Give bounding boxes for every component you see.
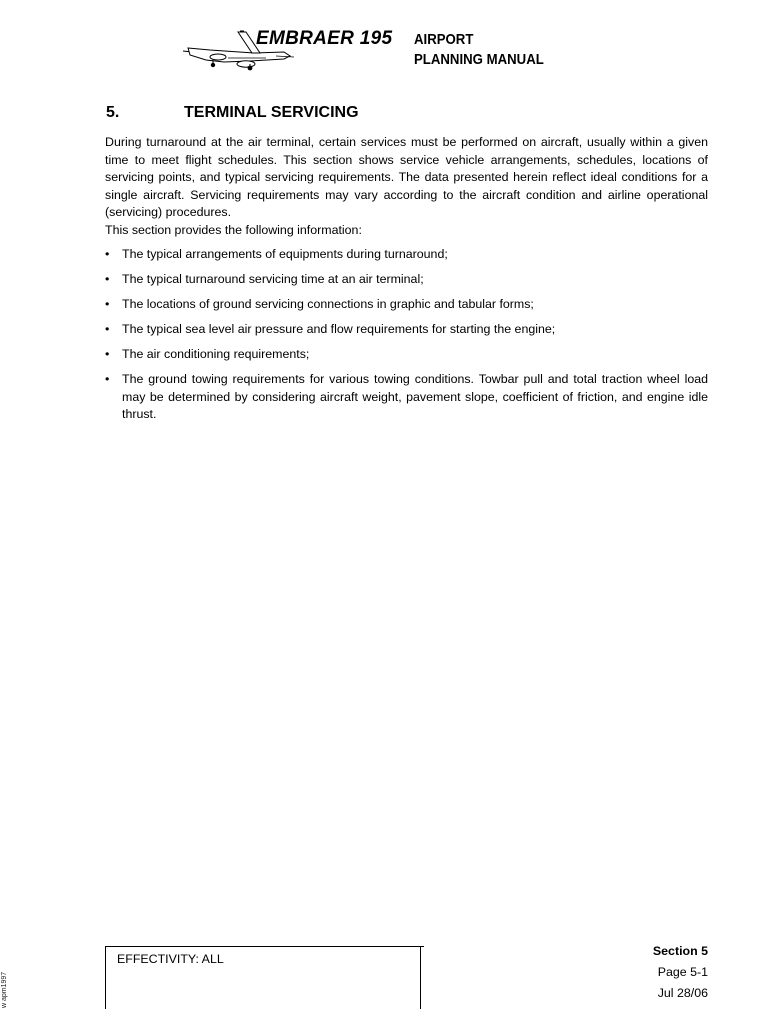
page-header (180, 28, 600, 76)
list-item: • The ground towing requirements for various towing conditions. Towbar pull and total traction wheel load may be determined by considering aircraft weight, pavement slope, coefficient of friction, and engine idle thrust. (105, 371, 708, 424)
page-number: Page 5-1 (657, 965, 708, 979)
document-title-line1: AIRPORT (414, 31, 474, 48)
list-item: • The locations of ground servicing connections in graphic and tabular forms; (105, 296, 708, 314)
intro-paragraph: During turnaround at the air terminal, certain services must be performed on aircraft, usually within a given time to meet flight schedules. This section shows service vehicle arrangements, schedules, locations of servicing points, and typical servicing requirements. The data presented herein reflect ideal conditions for a single aircraft. Servicing requirements may vary according to the aircraft condition and airline operational (servicing) procedures. (105, 135, 708, 219)
document-code: w apm1997 (1, 971, 8, 1008)
document-title (414, 30, 544, 70)
brand-logo-text: EMBRAER 195 (256, 28, 393, 49)
lead-in-paragraph: This section provides the following information: (105, 222, 362, 237)
list-item: • The air conditioning requirements; (105, 346, 708, 364)
information-list (105, 246, 708, 424)
section-heading (106, 103, 359, 123)
effectivity-box (105, 946, 421, 1009)
list-item: • The typical arrangements of equipments during turnaround; (105, 246, 708, 264)
revision-date: Jul 28/06 (657, 986, 708, 1000)
effectivity-label: EFFECTIVITY: ALL (117, 952, 224, 966)
section-body (105, 134, 708, 431)
section-number: 5. (106, 104, 120, 121)
page-reference (653, 941, 708, 1004)
list-item: • The typical sea level air pressure and flow requirements for starting the engine; (105, 321, 708, 339)
section-reference: Section 5 (652, 944, 708, 958)
list-item: • The typical turnaround servicing time at an air terminal; (105, 271, 708, 289)
document-title-line2: PLANNING MANUAL (414, 51, 544, 68)
section-title: TERMINAL SERVICING (184, 104, 359, 121)
box-corner-tick (420, 946, 424, 947)
